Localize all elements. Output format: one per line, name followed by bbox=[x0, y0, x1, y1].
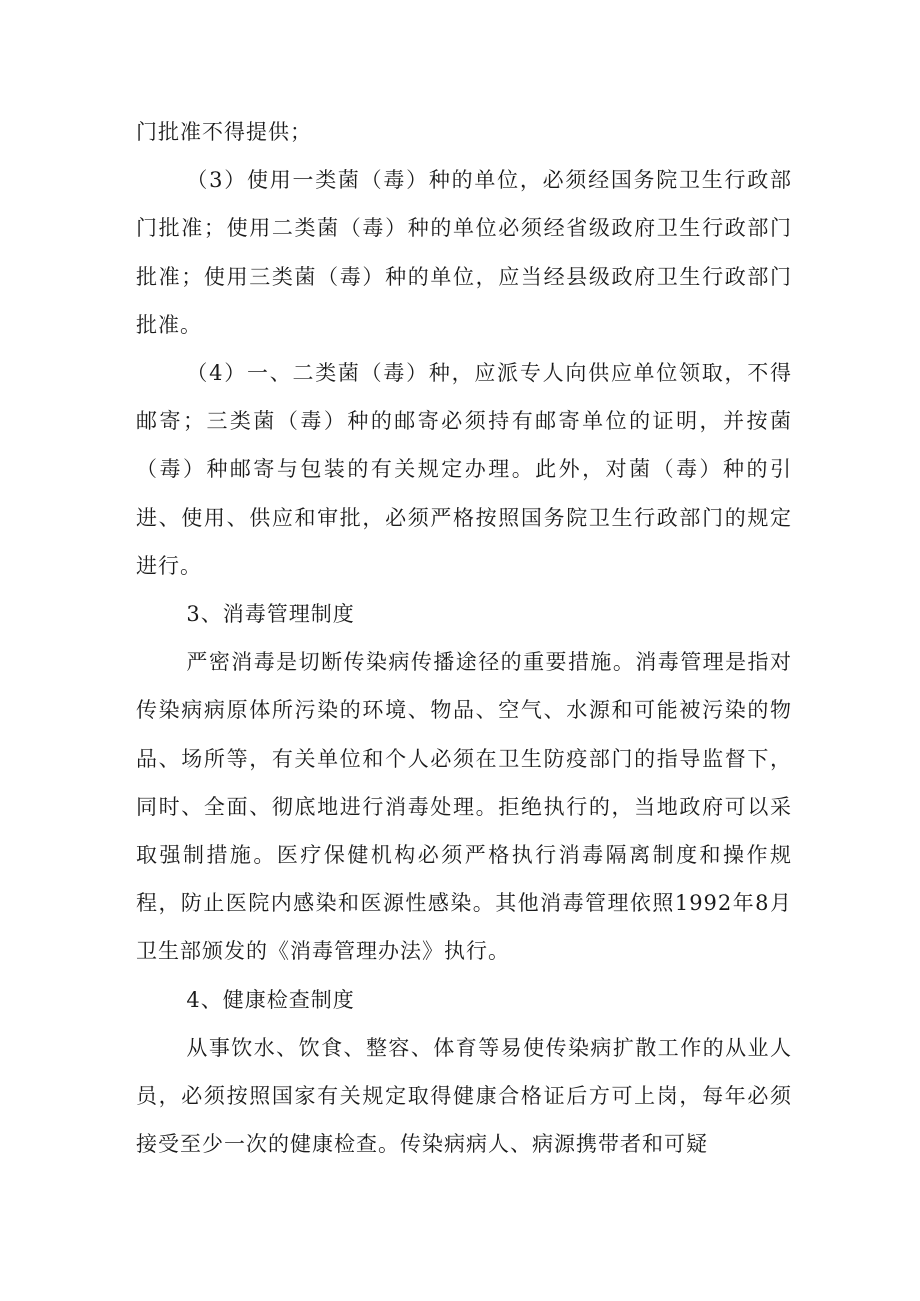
document-body bbox=[136, 108, 792, 1168]
paragraph-continuation: 门批准不得提供； bbox=[136, 120, 312, 144]
paragraph-item-4: （4）一、二类菌（毒）种，应派专人向供应单位领取，不得邮寄；三类菌（毒）种的邮寄必须持有邮寄单位的证明，并按菌（毒）种邮寄与包装的有关规定办理。此外，对菌（毒）种的引进、使用、供应和审批，必须严格按照国务院卫生行政部门的规定进行。 bbox=[136, 361, 792, 578]
section-heading-disinfection: 3、消毒管理制度 bbox=[186, 602, 355, 627]
paragraph-health-check: 从事饮水、饮食、整容、体育等易使传染病扩散工作的从业人员，必须按照国家有关规定取得健康合格证后方可上岗，每年必须接受至少一次的健康检查。传染病病人、病源携带者和可疑 bbox=[136, 1035, 792, 1157]
section-heading-health-check: 4、健康检查制度 bbox=[186, 987, 355, 1012]
paragraph-disinfection: 严密消毒是切断传染病传播途径的重要措施。消毒管理是指对传染病病原体所污染的环境、物品、空气、水源和可能被污染的物品、场所等，有关单位和个人必须在卫生防疫部门的指导监督下，同时、全面、彻底地进行消毒处理。拒绝执行的，当地政府可以采取强制措施。医疗保健机构必须严格执行消毒隔离制度和操作规程，防止医院内感染和医源性感染。其他消毒管理依照1992年8月卫生部颁发的《消毒管理办法》执行。 bbox=[136, 650, 792, 964]
paragraph-item-3: （3）使用一类菌（毒）种的单位，必须经国务院卫生行政部门批准；使用二类菌（毒）种的单位必须经省级政府卫生行政部门批准；使用三类菌（毒）种的单位，应当经县级政府卫生行政部门批准。 bbox=[136, 168, 792, 337]
